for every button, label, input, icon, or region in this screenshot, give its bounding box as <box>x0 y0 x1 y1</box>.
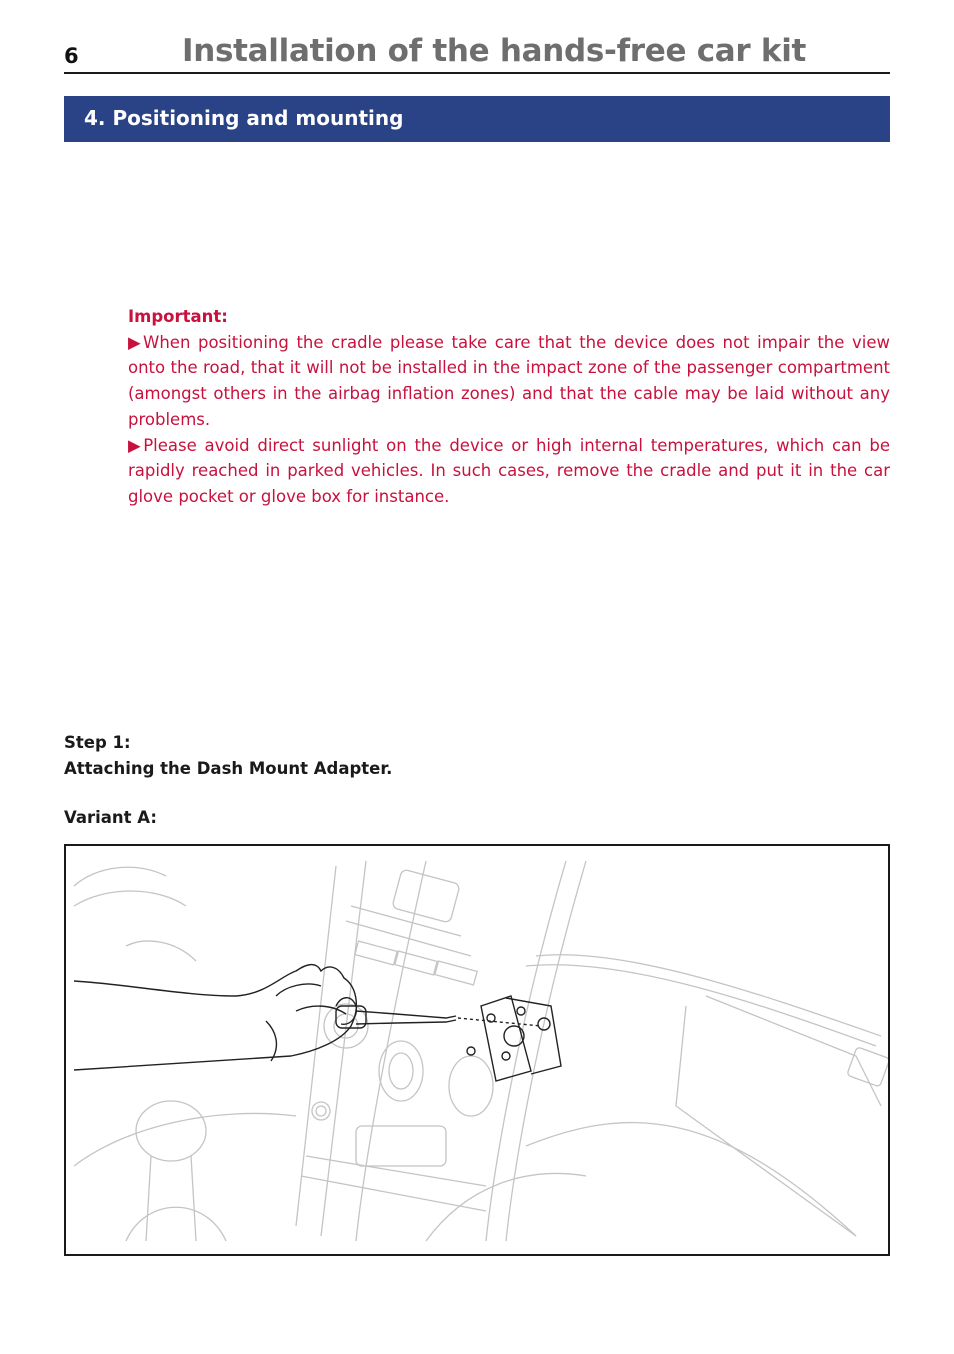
important-notice <box>128 304 890 510</box>
step-description: Attaching the Dash Mount Adapter. <box>64 759 393 778</box>
page-title: Installation of the hands-free car kit <box>182 33 807 69</box>
installation-illustration <box>64 844 890 1256</box>
step-block <box>64 730 392 782</box>
section-title: 4. Positioning and mounting <box>84 106 404 130</box>
important-item <box>128 330 890 433</box>
important-heading: Important: <box>128 307 228 326</box>
dashboard-line-drawing <box>66 846 888 1254</box>
important-item-text: When positioning the cradle please take care that the device does not impair the view onto the road, that it will not be installed in the impact zone of the passenger compartment (amongst others in the airbag inflation zones) and that the cable may be laid without any problems. <box>128 332 890 429</box>
step-label: Step 1: <box>64 733 131 752</box>
bullet-arrow-icon: ▶ <box>128 332 144 352</box>
important-item-text: Please avoid direct sunlight on the device or high internal temperatures, which can be rapidly reached in parked vehicles. In such cases, remove the cradle and put it in the car glove pocket or glove box for instance. <box>128 435 890 506</box>
bullet-arrow-icon: ▶ <box>128 435 144 455</box>
important-item <box>128 433 890 510</box>
page-number: 6 <box>64 44 79 68</box>
variant-label: Variant A: <box>64 808 157 827</box>
title-rule <box>64 72 890 74</box>
section-header-bar <box>64 96 890 142</box>
